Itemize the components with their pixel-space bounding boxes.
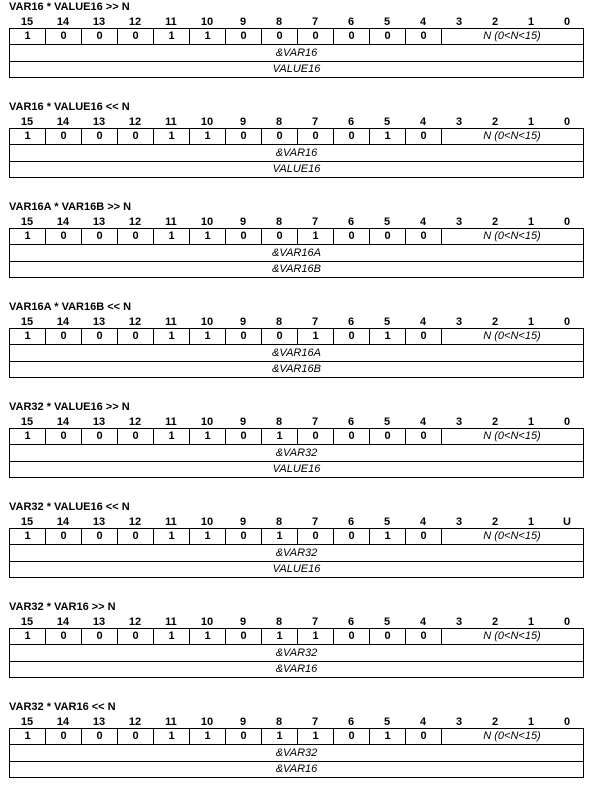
bit-number: 15 — [20, 516, 34, 528]
bit-number: 3 — [455, 416, 463, 428]
bit-number: 8 — [275, 16, 283, 28]
opcode-bit-cell: 0 — [82, 329, 118, 344]
bit-number: 9 — [239, 216, 247, 228]
bit-number: 5 — [383, 516, 391, 528]
bit-number: 2 — [491, 616, 499, 628]
opcode-bit-cell: 0 — [118, 29, 154, 44]
opcode-bit-cell: 0 — [298, 529, 334, 544]
bit-number: 13 — [92, 116, 106, 128]
instruction-title: VAR32 * VAR16 << N — [9, 701, 116, 713]
bit-number: 13 — [92, 516, 106, 528]
opcode-bit-cell: 0 — [226, 329, 262, 344]
shift-count-field: N (0<N<15) — [483, 330, 541, 342]
opcode-bit-cell: 1 — [10, 629, 46, 644]
bit-number: 5 — [383, 416, 391, 428]
opcode-bit-cell: 1 — [154, 29, 190, 44]
bit-number: 15 — [20, 416, 34, 428]
bit-number: 8 — [275, 516, 283, 528]
bit-number: 0 — [563, 16, 571, 28]
opcode-bit-cell: 0 — [82, 429, 118, 444]
opcode-bit-cell: 1 — [370, 529, 406, 544]
bit-number: 8 — [275, 416, 283, 428]
opcode-bit-cell: 1 — [154, 429, 190, 444]
bit-number-header — [9, 415, 585, 429]
bit-number: 7 — [311, 216, 319, 228]
opcode-bit-cell: 0 — [46, 29, 82, 44]
encoding-table — [9, 28, 584, 78]
opcode-bit-cell: 0 — [334, 729, 370, 744]
opcode-bit-cell: 1 — [10, 29, 46, 44]
opcode-bit-cell: 0 — [406, 129, 442, 144]
opcode-bit-cell: 0 — [46, 729, 82, 744]
bit-number: 1 — [527, 216, 535, 228]
opcode-bit-cell: 0 — [370, 29, 406, 44]
bit-number: 8 — [275, 316, 283, 328]
bit-number: 11 — [165, 216, 177, 228]
opcode-bit-cell: 1 — [190, 129, 226, 144]
bit-number: 1 — [527, 316, 535, 328]
opcode-row — [10, 129, 583, 145]
bit-number: 6 — [347, 416, 355, 428]
bit-number: 10 — [200, 116, 214, 128]
shift-count-field: N (0<N<15) — [483, 730, 541, 742]
encoding-table — [9, 628, 584, 678]
bit-number: 7 — [311, 516, 319, 528]
shift-count-field: N (0<N<15) — [483, 630, 541, 642]
bit-number: 5 — [383, 216, 391, 228]
bit-number: 14 — [56, 16, 70, 28]
bit-number: 12 — [128, 516, 142, 528]
opcode-bit-cell: 1 — [190, 729, 226, 744]
bit-number: 14 — [56, 516, 70, 528]
bit-number: 10 — [200, 216, 214, 228]
opcode-bit-cell: 0 — [46, 629, 82, 644]
opcode-bit-cell: 0 — [118, 429, 154, 444]
bit-number: 0 — [563, 616, 571, 628]
opcode-bit-cell: 1 — [10, 329, 46, 344]
bit-number: 3 — [455, 716, 463, 728]
opcode-row — [10, 29, 583, 45]
instruction-title: VAR32 * VAR16 >> N — [9, 601, 116, 613]
bit-number: 12 — [128, 216, 142, 228]
bit-number: 9 — [239, 716, 247, 728]
opcode-bit-cell: 0 — [262, 229, 298, 244]
bit-number-header — [9, 15, 585, 29]
opcode-bit-cell: 0 — [226, 29, 262, 44]
bit-number: 0 — [563, 416, 571, 428]
bit-number: 6 — [347, 16, 355, 28]
opcode-bit-cell: 1 — [154, 129, 190, 144]
bit-number: 11 — [165, 16, 177, 28]
bit-number: 14 — [56, 416, 70, 428]
opcode-bit-cell: 0 — [406, 529, 442, 544]
bit-number: 4 — [419, 516, 427, 528]
bit-number: 11 — [165, 616, 177, 628]
opcode-bit-cell: 0 — [46, 529, 82, 544]
bit-number-header — [9, 115, 585, 129]
bit-number: 4 — [419, 616, 427, 628]
operand1-row: &VAR16 — [10, 145, 583, 162]
bit-number: U — [563, 516, 571, 528]
bit-number: 11 — [165, 516, 177, 528]
encoding-table — [9, 228, 584, 278]
bit-number: 13 — [92, 616, 106, 628]
opcode-bit-cell: 1 — [262, 729, 298, 744]
bit-number: 2 — [491, 416, 499, 428]
bit-number: 3 — [455, 116, 463, 128]
bit-number: 1 — [527, 16, 535, 28]
opcode-bit-cell: 1 — [262, 629, 298, 644]
instruction-title: VAR32 * VALUE16 << N — [9, 501, 130, 513]
opcode-bit-cell: 0 — [298, 429, 334, 444]
bit-number: 10 — [200, 16, 214, 28]
bit-number: 9 — [239, 616, 247, 628]
opcode-bit-cell: 0 — [226, 529, 262, 544]
bit-number: 2 — [491, 716, 499, 728]
opcode-bit-cell: 0 — [226, 429, 262, 444]
bit-number: 14 — [56, 216, 70, 228]
instruction-title: VAR16A * VAR16B << N — [9, 301, 132, 313]
opcode-bit-cell: 1 — [154, 629, 190, 644]
operand1-row: &VAR32 — [10, 545, 583, 562]
opcode-bit-cell: 1 — [154, 529, 190, 544]
bit-number: 5 — [383, 716, 391, 728]
opcode-bit-cell: 0 — [82, 129, 118, 144]
bit-number: 9 — [239, 16, 247, 28]
opcode-bit-cell: 0 — [82, 729, 118, 744]
opcode-bit-cell: 1 — [370, 329, 406, 344]
opcode-row — [10, 429, 583, 445]
bit-number: 13 — [92, 216, 106, 228]
bit-number: 13 — [92, 416, 106, 428]
operand2-row: &VAR16B — [272, 363, 321, 375]
opcode-bit-cell: 1 — [10, 529, 46, 544]
bit-number: 12 — [128, 416, 142, 428]
encoding-table — [9, 328, 584, 378]
bit-number: 1 — [527, 616, 535, 628]
opcode-bit-cell: 1 — [190, 429, 226, 444]
opcode-row — [10, 629, 583, 645]
opcode-bit-cell: 0 — [82, 629, 118, 644]
operand1-row: &VAR32 — [10, 445, 583, 462]
operand2-row: &VAR16 — [275, 763, 318, 775]
bit-number: 15 — [20, 116, 34, 128]
opcode-bit-cell: 0 — [406, 729, 442, 744]
bit-number: 6 — [347, 516, 355, 528]
bit-number-header — [9, 315, 585, 329]
shift-count-field: N (0<N<15) — [483, 130, 541, 142]
opcode-bit-cell: 0 — [334, 229, 370, 244]
opcode-bit-cell: 0 — [118, 529, 154, 544]
bit-number: 12 — [128, 616, 142, 628]
bit-number: 14 — [56, 716, 70, 728]
bit-number: 1 — [527, 116, 535, 128]
bit-number: 7 — [311, 416, 319, 428]
bit-number: 12 — [128, 316, 142, 328]
opcode-bit-cell: 0 — [46, 129, 82, 144]
encoding-table — [9, 428, 584, 478]
opcode-bit-cell: 1 — [370, 129, 406, 144]
bit-number: 14 — [56, 316, 70, 328]
bit-number: 8 — [275, 716, 283, 728]
bit-number: 10 — [200, 416, 214, 428]
bit-number: 5 — [383, 616, 391, 628]
opcode-bit-cell: 0 — [118, 129, 154, 144]
opcode-bit-cell: 0 — [262, 129, 298, 144]
opcode-bit-cell: 0 — [262, 329, 298, 344]
bit-number: 14 — [56, 616, 70, 628]
opcode-bit-cell: 1 — [370, 729, 406, 744]
operand1-row: &VAR16A — [10, 345, 583, 362]
bit-number: 9 — [239, 516, 247, 528]
opcode-bit-cell: 0 — [298, 129, 334, 144]
shift-count-field: N (0<N<15) — [483, 530, 541, 542]
opcode-bit-cell: 0 — [226, 229, 262, 244]
opcode-bit-cell: 1 — [190, 29, 226, 44]
bit-number: 3 — [455, 516, 463, 528]
opcode-bit-cell: 0 — [226, 729, 262, 744]
opcode-bit-cell: 0 — [370, 629, 406, 644]
bit-number-header — [9, 615, 585, 629]
bit-number: 4 — [419, 416, 427, 428]
bit-number: 15 — [20, 16, 34, 28]
opcode-row — [10, 729, 583, 745]
opcode-bit-cell: 0 — [46, 329, 82, 344]
instruction-title: VAR16 * VALUE16 >> N — [9, 1, 130, 13]
opcode-bit-cell: 0 — [334, 629, 370, 644]
bit-number: 13 — [92, 316, 106, 328]
operand2-row: VALUE16 — [272, 163, 321, 175]
instruction-title: VAR16 * VALUE16 << N — [9, 101, 130, 113]
encoding-table — [9, 528, 584, 578]
opcode-bit-cell: 1 — [298, 229, 334, 244]
opcode-bit-cell: 0 — [334, 529, 370, 544]
instruction-title: VAR32 * VALUE16 >> N — [9, 401, 130, 413]
operand2-row: VALUE16 — [272, 463, 321, 475]
opcode-bit-cell: 1 — [190, 229, 226, 244]
bit-number: 7 — [311, 316, 319, 328]
operand1-row: &VAR32 — [10, 645, 583, 662]
opcode-bit-cell: 0 — [406, 429, 442, 444]
bit-number: 11 — [165, 416, 177, 428]
operand1-row: &VAR32 — [10, 745, 583, 762]
shift-count-field: N (0<N<15) — [483, 230, 541, 242]
opcode-bit-cell: 0 — [118, 729, 154, 744]
bit-number: 5 — [383, 316, 391, 328]
opcode-bit-cell: 0 — [334, 129, 370, 144]
opcode-bit-cell: 0 — [226, 629, 262, 644]
opcode-bit-cell: 1 — [10, 229, 46, 244]
bit-number: 15 — [20, 216, 34, 228]
opcode-bit-cell: 1 — [154, 229, 190, 244]
opcode-row — [10, 229, 583, 245]
bit-number: 6 — [347, 216, 355, 228]
bit-number: 3 — [455, 616, 463, 628]
bit-number: 9 — [239, 116, 247, 128]
opcode-bit-cell: 1 — [10, 429, 46, 444]
opcode-bit-cell: 0 — [406, 229, 442, 244]
shift-count-field: N (0<N<15) — [483, 430, 541, 442]
opcode-bit-cell: 0 — [226, 129, 262, 144]
bit-number: 3 — [455, 16, 463, 28]
bit-number: 3 — [455, 316, 463, 328]
opcode-bit-cell: 1 — [190, 629, 226, 644]
opcode-bit-cell: 0 — [46, 229, 82, 244]
opcode-bit-cell: 1 — [262, 529, 298, 544]
bit-number: 5 — [383, 116, 391, 128]
bit-number: 6 — [347, 716, 355, 728]
bit-number: 12 — [128, 16, 142, 28]
bit-number: 15 — [20, 716, 34, 728]
opcode-bit-cell: 1 — [262, 429, 298, 444]
bit-number: 3 — [455, 216, 463, 228]
opcode-bit-cell: 0 — [298, 29, 334, 44]
opcode-bit-cell: 0 — [334, 29, 370, 44]
opcode-bit-cell: 0 — [82, 529, 118, 544]
bit-number: 0 — [563, 216, 571, 228]
opcode-bit-cell: 0 — [262, 29, 298, 44]
bit-number: 1 — [527, 416, 535, 428]
bit-number: 7 — [311, 16, 319, 28]
bit-number: 0 — [563, 716, 571, 728]
operand2-row: VALUE16 — [272, 63, 321, 75]
operand1-row: &VAR16A — [10, 245, 583, 262]
bit-number: 9 — [239, 316, 247, 328]
bit-number: 12 — [128, 116, 142, 128]
opcode-bit-cell: 1 — [10, 129, 46, 144]
opcode-bit-cell: 1 — [298, 629, 334, 644]
bit-number: 8 — [275, 216, 283, 228]
bit-number: 2 — [491, 316, 499, 328]
bit-number: 4 — [419, 16, 427, 28]
bit-number: 8 — [275, 616, 283, 628]
opcode-bit-cell: 1 — [10, 729, 46, 744]
bit-number: 7 — [311, 116, 319, 128]
opcode-bit-cell: 0 — [118, 329, 154, 344]
bit-number: 11 — [165, 716, 177, 728]
opcode-bit-cell: 1 — [298, 729, 334, 744]
bit-number: 0 — [563, 316, 571, 328]
opcode-row — [10, 529, 583, 545]
encoding-table — [9, 728, 584, 778]
bit-number: 10 — [200, 316, 214, 328]
bit-number: 10 — [200, 616, 214, 628]
bit-number: 5 — [383, 16, 391, 28]
bit-number: 2 — [491, 216, 499, 228]
bit-number: 7 — [311, 716, 319, 728]
opcode-bit-cell: 0 — [118, 629, 154, 644]
bit-number: 4 — [419, 216, 427, 228]
bit-number-header — [9, 715, 585, 729]
opcode-bit-cell: 0 — [406, 329, 442, 344]
opcode-bit-cell: 1 — [154, 729, 190, 744]
bit-number: 7 — [311, 616, 319, 628]
instruction-title: VAR16A * VAR16B >> N — [9, 201, 132, 213]
bit-number: 6 — [347, 116, 355, 128]
bit-number: 15 — [20, 616, 34, 628]
bit-number: 9 — [239, 416, 247, 428]
operand2-row: &VAR16B — [272, 263, 321, 275]
bit-number: 13 — [92, 716, 106, 728]
opcode-bit-cell: 0 — [370, 229, 406, 244]
operand1-row: &VAR16 — [10, 45, 583, 62]
opcode-bit-cell: 1 — [154, 329, 190, 344]
bit-number: 6 — [347, 616, 355, 628]
bit-number-header — [9, 215, 585, 229]
bit-number: 2 — [491, 16, 499, 28]
opcode-bit-cell: 1 — [190, 329, 226, 344]
bit-number: 8 — [275, 116, 283, 128]
opcode-bit-cell: 0 — [406, 629, 442, 644]
opcode-bit-cell: 0 — [46, 429, 82, 444]
bit-number: 11 — [165, 116, 177, 128]
encoding-table — [9, 128, 584, 178]
bit-number: 10 — [200, 516, 214, 528]
operand2-row: &VAR16 — [275, 663, 318, 675]
bit-number: 10 — [200, 716, 214, 728]
opcode-row — [10, 329, 583, 345]
bit-number: 1 — [527, 516, 535, 528]
operand2-row: VALUE16 — [272, 563, 321, 575]
opcode-bit-cell: 0 — [82, 229, 118, 244]
bit-number: 4 — [419, 316, 427, 328]
bit-number: 0 — [563, 116, 571, 128]
opcode-bit-cell: 1 — [190, 529, 226, 544]
opcode-bit-cell: 0 — [334, 329, 370, 344]
bit-number: 13 — [92, 16, 106, 28]
bit-number-header — [9, 515, 585, 529]
shift-count-field: N (0<N<15) — [483, 30, 541, 42]
bit-number: 15 — [20, 316, 34, 328]
bit-number: 2 — [491, 116, 499, 128]
opcode-bit-cell: 0 — [334, 429, 370, 444]
opcode-bit-cell: 0 — [118, 229, 154, 244]
opcode-bit-cell: 0 — [370, 429, 406, 444]
bit-number: 14 — [56, 116, 70, 128]
bit-number: 4 — [419, 716, 427, 728]
opcode-bit-cell: 0 — [82, 29, 118, 44]
bit-number: 4 — [419, 116, 427, 128]
bit-number: 1 — [527, 716, 535, 728]
opcode-bit-cell: 1 — [298, 329, 334, 344]
bit-number: 6 — [347, 316, 355, 328]
bit-number: 12 — [128, 716, 142, 728]
bit-number: 11 — [165, 316, 177, 328]
opcode-bit-cell: 0 — [406, 29, 442, 44]
bit-number: 2 — [491, 516, 499, 528]
